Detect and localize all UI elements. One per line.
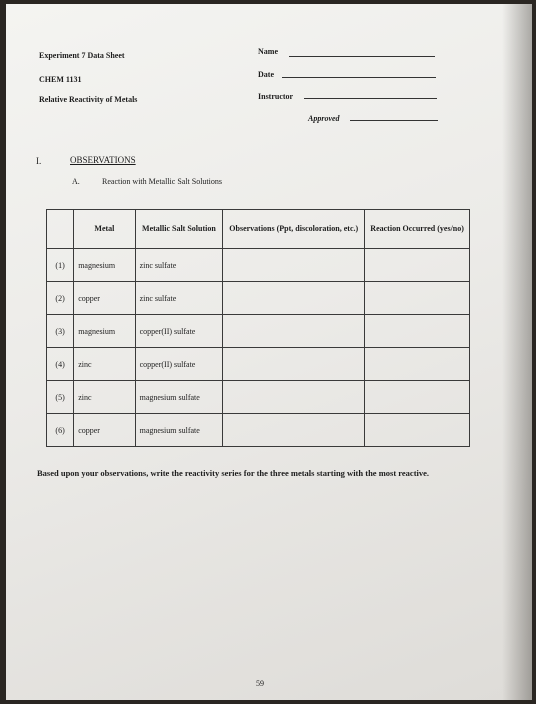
experiment-subtitle: Relative Reactivity of Metals — [39, 95, 138, 104]
sheet-title: Experiment 7 Data Sheet — [39, 51, 125, 60]
reaction-cell[interactable] — [365, 348, 470, 381]
observations-table — [46, 209, 470, 447]
reaction-cell[interactable] — [365, 414, 470, 447]
metal-column-header: Metal — [74, 210, 135, 249]
page-shadow — [502, 4, 532, 704]
approved-label: Approved — [308, 114, 340, 123]
reaction-cell[interactable] — [365, 249, 470, 282]
row-number: (2) — [47, 282, 74, 315]
salt-cell: copper(II) sulfate — [135, 348, 223, 381]
metal-cell: magnesium — [74, 315, 135, 348]
instructor-label: Instructor — [258, 92, 294, 101]
answer-area[interactable] — [37, 504, 467, 505]
date-field[interactable] — [282, 77, 436, 78]
metal-cell: zinc — [74, 381, 135, 414]
row-number: (5) — [47, 381, 74, 414]
table-row — [47, 381, 470, 414]
observation-cell[interactable] — [223, 282, 365, 315]
section-number: I. — [36, 156, 42, 166]
table-row — [47, 414, 470, 447]
reaction-cell[interactable] — [365, 315, 470, 348]
salt-cell: magnesium sulfate — [135, 381, 223, 414]
reaction-cell[interactable] — [365, 282, 470, 315]
approved-field[interactable] — [350, 120, 438, 121]
section-title: OBSERVATIONS — [70, 155, 136, 165]
reaction-column-header: Reaction Occurred (yes/no) — [365, 210, 470, 249]
date-label: Date — [258, 70, 274, 79]
row-number: (3) — [47, 315, 74, 348]
page-number: 59 — [256, 679, 264, 688]
observation-cell[interactable] — [223, 249, 365, 282]
reaction-cell[interactable] — [365, 381, 470, 414]
table-row — [47, 282, 470, 315]
subsection-letter: A. — [72, 177, 80, 186]
reactivity-question: Based upon your observations, write the reactivity series for the three metals starting with the most reactive. — [37, 468, 430, 478]
metal-cell: magnesium — [74, 249, 135, 282]
observation-cell[interactable] — [223, 381, 365, 414]
salt-cell: zinc sulfate — [135, 249, 223, 282]
metal-cell: zinc — [74, 348, 135, 381]
observation-cell[interactable] — [223, 315, 365, 348]
row-number: (6) — [47, 414, 74, 447]
observation-cell[interactable] — [223, 414, 365, 447]
salt-cell: copper(II) sulfate — [135, 315, 223, 348]
subsection-title: Reaction with Metallic Salt Solutions — [102, 177, 222, 186]
metal-cell: copper — [74, 282, 135, 315]
name-field[interactable] — [289, 56, 435, 57]
row-number: (4) — [47, 348, 74, 381]
number-column-header — [47, 210, 74, 249]
salt-cell: zinc sulfate — [135, 282, 223, 315]
metal-cell: copper — [74, 414, 135, 447]
instructor-field[interactable] — [304, 98, 437, 99]
table-row — [47, 249, 470, 282]
name-label: Name — [258, 47, 278, 56]
course-code: CHEM 1131 — [39, 75, 82, 84]
salt-cell: magnesium sulfate — [135, 414, 223, 447]
observation-cell[interactable] — [223, 348, 365, 381]
observations-column-header: Observations (Ppt, discoloration, etc.) — [223, 210, 365, 249]
row-number: (1) — [47, 249, 74, 282]
worksheet-page — [6, 4, 532, 700]
table-row — [47, 315, 470, 348]
table-header-row — [47, 210, 470, 249]
salt-column-header: Metallic Salt Solution — [135, 210, 223, 249]
table-row — [47, 348, 470, 381]
